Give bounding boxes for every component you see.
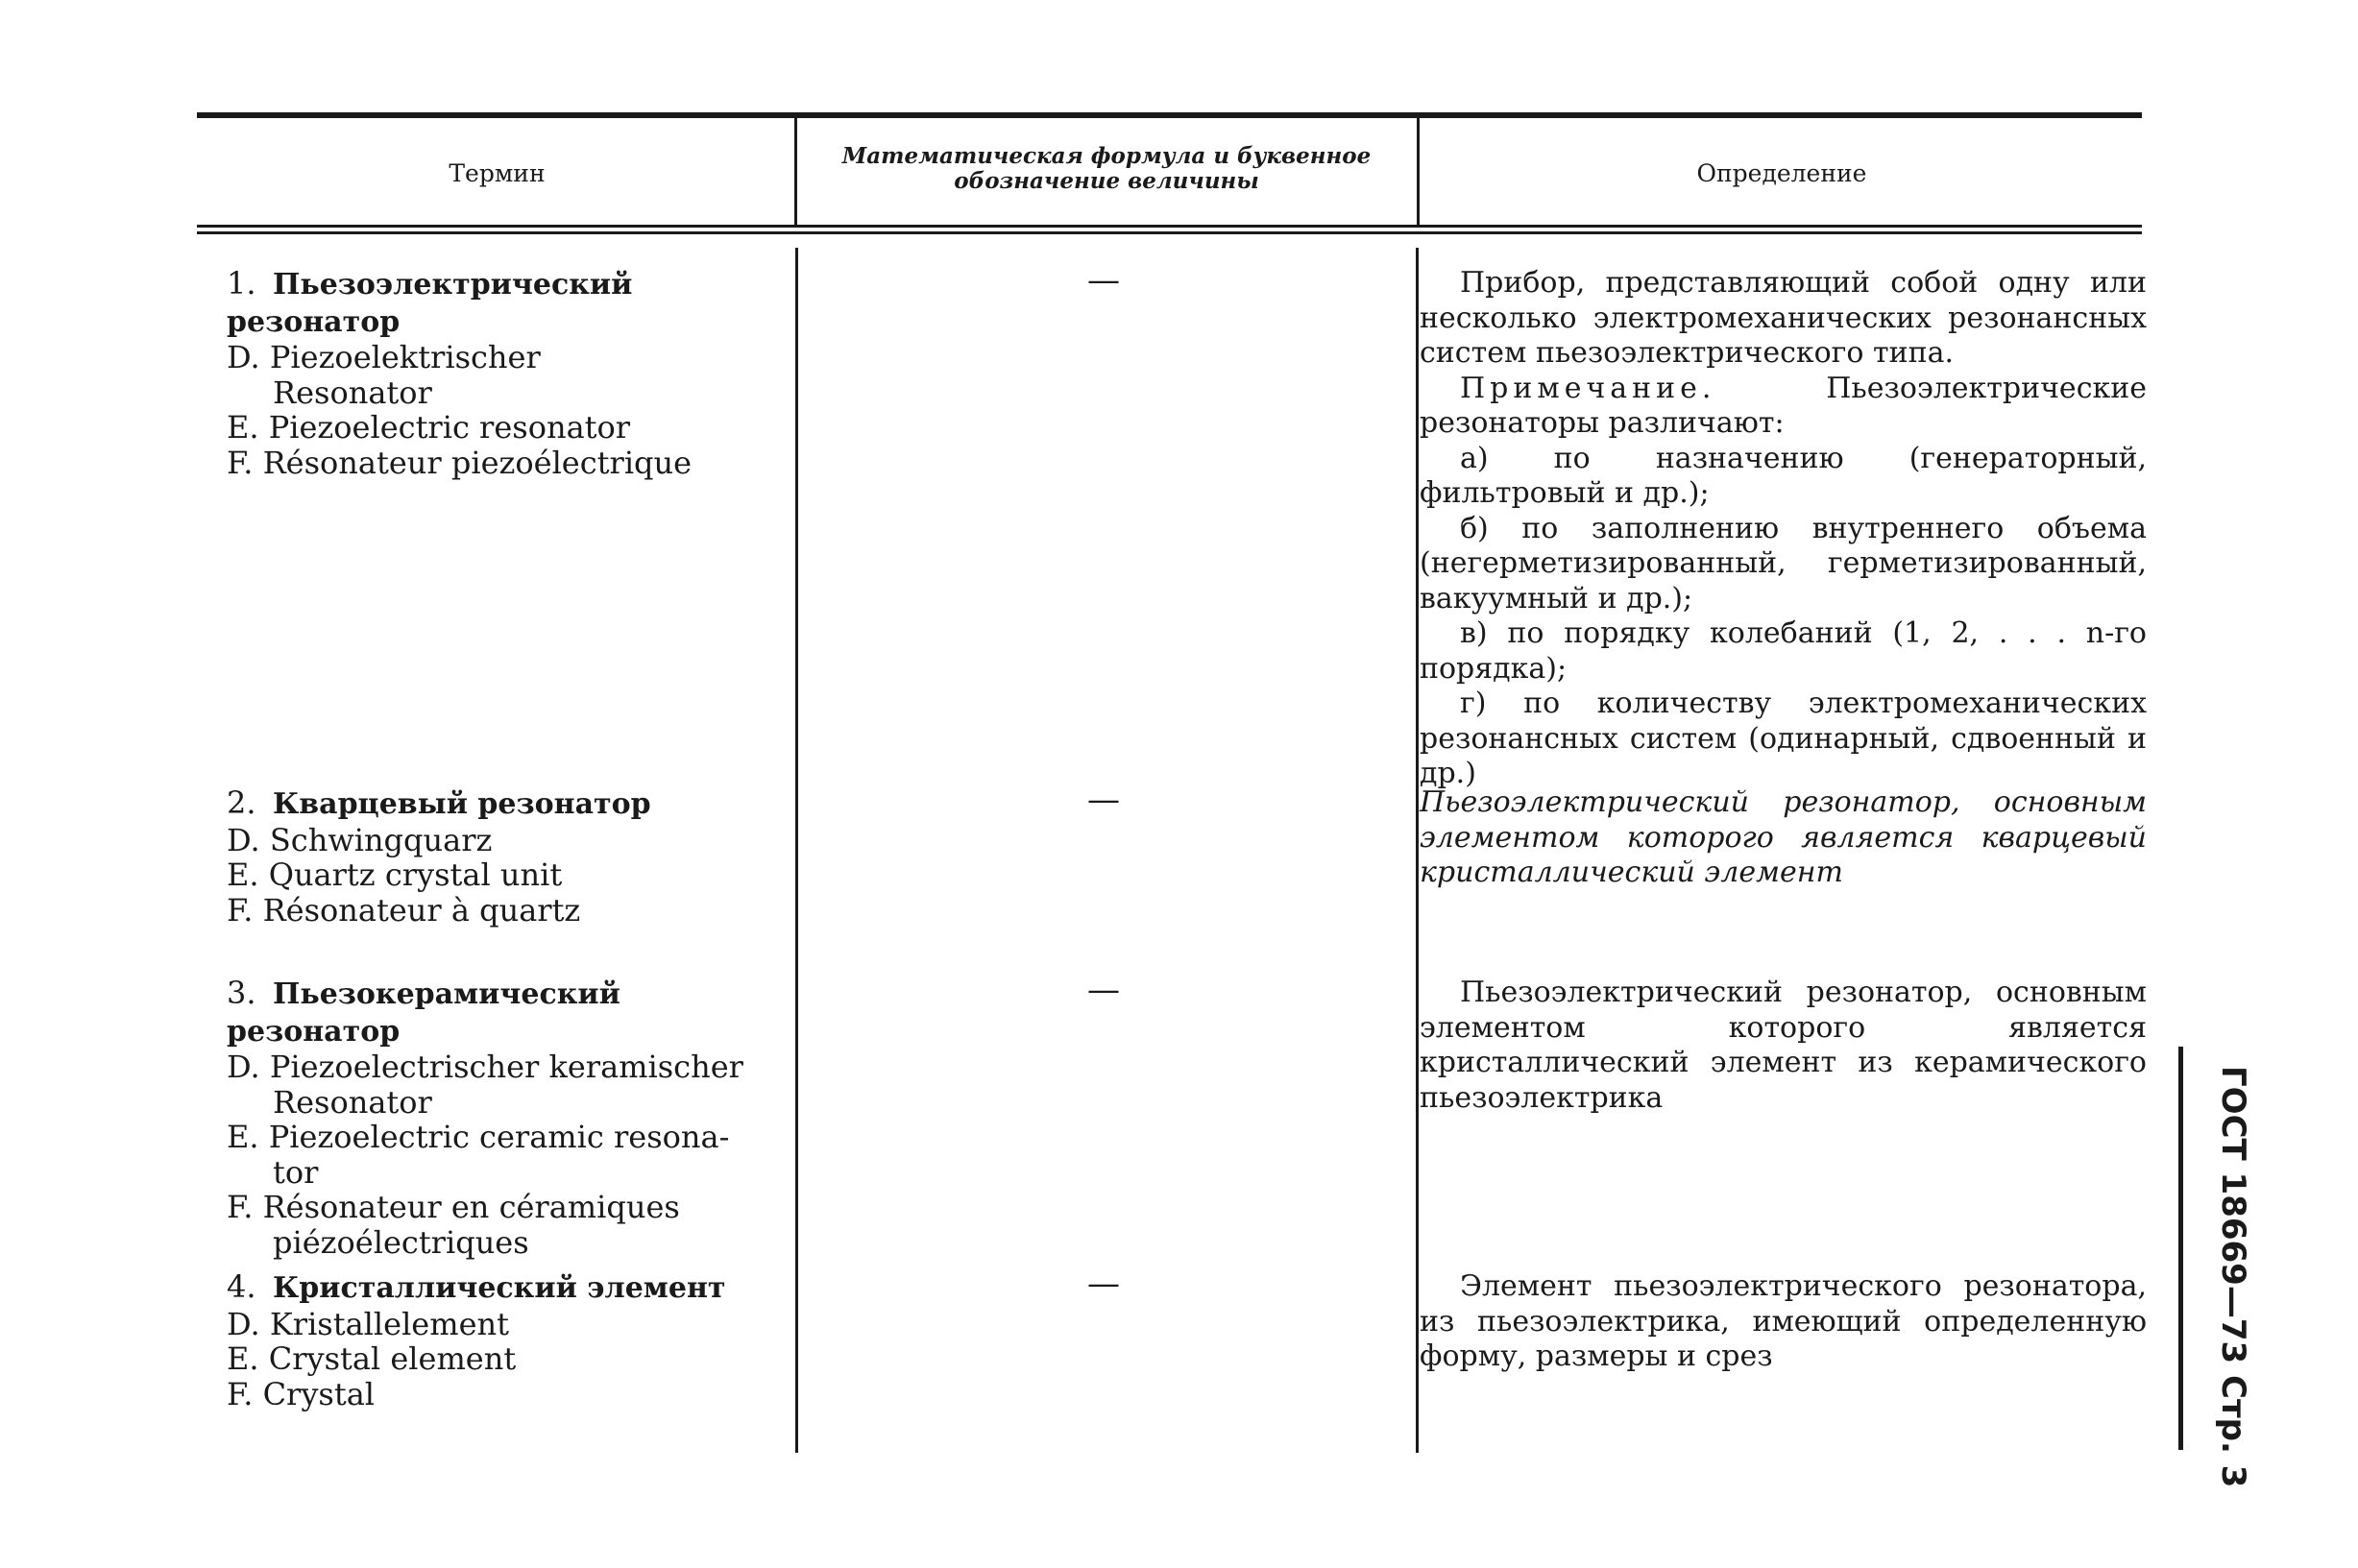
column-divider-1	[794, 113, 797, 227]
term-fr: F. Résonateur à quartz	[227, 891, 581, 929]
formula-dash-2: —	[1087, 781, 1120, 819]
header-term: Термин	[449, 159, 546, 187]
term-en: E. Crystal element	[227, 1340, 517, 1377]
term-title: Кварцевый резонатор	[273, 787, 651, 821]
term-de: D. Piezoelektrischer	[227, 339, 541, 375]
term-fr: F. Résonateur piezoélectrique	[227, 444, 693, 481]
term-entry-1	[227, 266, 765, 480]
formula-dash-1: —	[1087, 261, 1120, 300]
term-title: Пьезокерамический резонатор	[227, 977, 620, 1049]
term-number: 2.	[227, 784, 256, 821]
header-definition: Определение	[1696, 159, 1867, 187]
term-entry-3	[227, 976, 765, 1260]
term-fr: F. Résonateur en céramiques	[227, 1189, 680, 1225]
term-number: 4.	[227, 1268, 256, 1305]
term-fr: F. Crystal	[227, 1375, 376, 1412]
term-de: D. Kristallelement	[227, 1305, 509, 1342]
column-divider-2	[1417, 113, 1420, 227]
note-item-d: г) по количеству электромеханических резонансных систем (одинарный, сдвоенный и др.)	[1420, 687, 2147, 790]
term-title: Пьезоэлектрический резонатор	[227, 268, 633, 339]
term-en: E. Piezoelectric resonator	[227, 409, 631, 446]
definition-entry-3	[1420, 976, 2147, 1116]
note-item-a: а) по назначению (генераторный, фильтровый и др.);	[1420, 441, 2147, 510]
term-fr-cont: piézoélectriques	[273, 1223, 529, 1261]
term-number: 1.	[227, 265, 256, 302]
definition-text: Пьезоэлектрический резонатор, основным элементом которого является кварцевый кристаллический элемент	[1420, 785, 2147, 889]
term-entry-4	[227, 1269, 765, 1411]
top-rule	[197, 112, 2142, 118]
term-en: E. Quartz crystal unit	[227, 856, 563, 893]
definition-entry-4	[1420, 1269, 2147, 1375]
term-number: 3.	[227, 975, 256, 1011]
definition-entry-1	[1420, 266, 2147, 792]
header-bottom-rule	[197, 225, 2142, 228]
note-item-b: б) по заполнению внутреннего объема (негерметизированный, герметизированный, вакуумный и др.);	[1420, 511, 2147, 615]
side-page-label: ГОСТ 18669—73 Стр. 3	[2214, 1066, 2252, 1488]
side-label-rule	[2178, 1047, 2183, 1450]
note-label: Примечание.	[1460, 371, 1716, 405]
definition-text: Пьезоэлектрический резонатор, основным элементом которого является кристаллический элемент из керамического пьезоэлектрика	[1420, 976, 2147, 1115]
term-de: D. Piezoelectrischer keramischer	[227, 1049, 743, 1085]
term-de-cont: Resonator	[273, 1083, 432, 1121]
header-formula: Математическая формула и буквенное обозначение величины	[841, 143, 1372, 194]
term-en-cont: tor	[273, 1153, 319, 1191]
term-en: E. Piezoelectric ceramic resona-	[227, 1119, 730, 1155]
term-title: Кристаллический элемент	[273, 1271, 726, 1305]
header-bottom-rule-2	[197, 231, 2142, 234]
formula-dash-3: —	[1087, 971, 1120, 1009]
definition-text: Элемент пьезоэлектрического резонатора, из пьезоэлектрика, имеющий определенную форму, размеры и срез	[1420, 1269, 2147, 1373]
term-de: D. Schwingquarz	[227, 821, 493, 858]
definition-entry-2	[1420, 785, 2147, 891]
note-text: Пьезоэлектрические резонаторы различают:	[1420, 371, 2147, 440]
term-de-cont: Resonator	[273, 374, 432, 411]
column-divider-2-body	[1416, 248, 1419, 1453]
formula-dash-4: —	[1087, 1265, 1120, 1303]
column-divider-1-body	[795, 248, 798, 1453]
definition-text: Прибор, представляющий собой одну или несколько электромеханических резонансных систем пьезоэлектрического типа.	[1420, 266, 2147, 370]
term-entry-2	[227, 785, 765, 928]
note-item-c: в) по порядку колебаний (1, 2, . . . n-го порядка);	[1420, 616, 2147, 686]
